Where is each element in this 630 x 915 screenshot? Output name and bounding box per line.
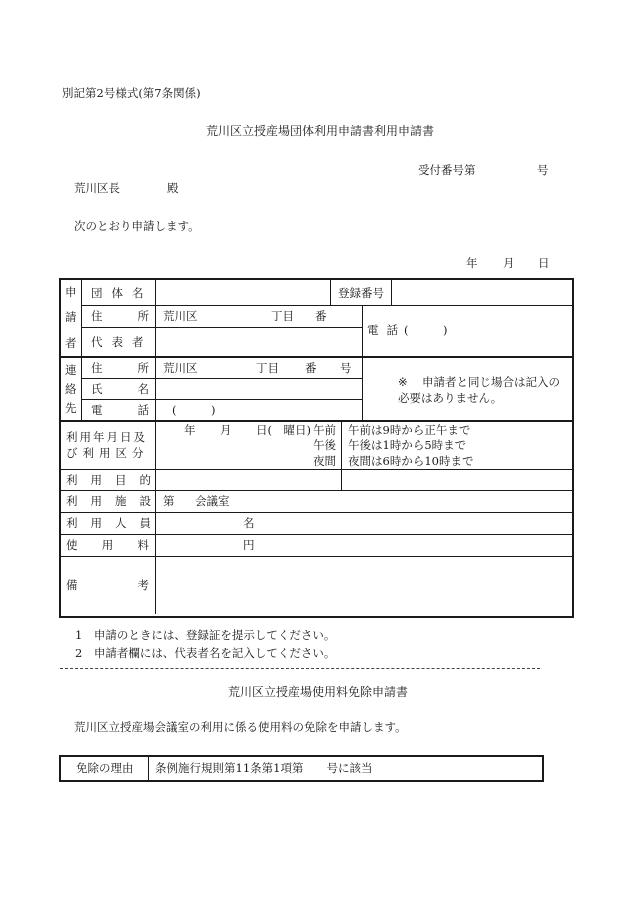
cut-line	[60, 668, 540, 669]
date-year: 年	[466, 256, 478, 270]
col-line	[81, 280, 82, 420]
time-night: 夜間は6時から10時まで	[348, 454, 474, 468]
contact-address-label	[91, 361, 149, 375]
exemption-reason-value: 条例施行規則第11条第1項第 号に該当	[155, 761, 373, 775]
fee-label	[66, 538, 149, 552]
row-line	[61, 534, 572, 535]
note-2: 2 申請者欄には、代表者名を記入してください。	[75, 646, 336, 660]
note-line-2: 必要はありません。	[398, 391, 503, 405]
contact-go: 号	[340, 361, 352, 375]
applicant-chome: 丁目	[271, 309, 294, 323]
people-label: 利用人員	[66, 516, 164, 530]
applicant-address-label	[91, 309, 149, 323]
usage-date-label-1: 利用年月日及	[66, 430, 147, 444]
row-line	[61, 469, 572, 470]
col-line	[155, 280, 156, 614]
people-unit: 名	[243, 516, 255, 530]
row-line	[61, 490, 572, 491]
contact-ward: 荒川区	[163, 361, 198, 375]
address-char-1: 住	[91, 309, 103, 323]
intro-text: 次のとおり申請します。	[74, 219, 200, 233]
form-number: 別記第2号様式(第7条関係)	[62, 86, 201, 100]
receipt-number-suffix: 号	[537, 163, 549, 177]
contact-phone-label	[91, 403, 149, 417]
registration-number-label: 登録番号	[338, 286, 384, 300]
contact-char-3: 先	[65, 401, 77, 415]
phone-char-1: 電	[91, 403, 103, 417]
exemption-title: 荒川区立授産場使用料免除申請書	[228, 685, 409, 699]
fee-char-3: 料	[137, 538, 149, 552]
facility-label: 利用施設	[66, 494, 164, 508]
row-line	[81, 399, 362, 400]
col-line	[330, 280, 331, 305]
period-night: 夜間	[313, 454, 336, 468]
note-line-1: 申請者と同じ場合は記入の	[422, 375, 560, 389]
col-line	[341, 420, 342, 490]
section-line	[61, 420, 572, 422]
period-am: 午前	[313, 423, 336, 437]
phone-label: 電話	[367, 323, 406, 337]
address-char-2: 所	[137, 309, 149, 323]
note-mark: ※	[398, 375, 408, 389]
period-pm: 午後	[313, 438, 336, 452]
row-line	[61, 556, 572, 557]
date-month: 月	[503, 256, 515, 270]
usage-year: 年	[184, 423, 196, 437]
address-char-2: 所	[137, 361, 149, 375]
time-pm: 午後は1時から5時まで	[348, 438, 467, 452]
applicant-ban: 番	[315, 309, 327, 323]
exemption-reason-label: 免除の理由	[76, 761, 134, 775]
col-line	[391, 280, 392, 305]
contact-chome: 丁目	[256, 361, 279, 375]
purpose-label: 利用目的	[66, 473, 164, 487]
col-line	[362, 356, 363, 420]
applicant-char-1: 申	[65, 285, 77, 299]
row-line	[81, 378, 362, 379]
address-char-1: 住	[91, 361, 103, 375]
contact-ban: 番	[305, 361, 317, 375]
row-line	[81, 327, 362, 328]
remarks-label	[66, 578, 149, 592]
remarks-char-2: 考	[137, 578, 149, 592]
name-char-1: 氏	[91, 382, 103, 396]
fee-unit: 円	[243, 538, 255, 552]
form-title: 荒川区立授産場団体利用申請書利用申請書	[206, 124, 435, 138]
date-day: 日	[538, 256, 550, 270]
exemption-statement: 荒川区立授産場会議室の利用に係る使用料の免除を申請します。	[74, 720, 407, 734]
remarks-char-1: 備	[66, 578, 78, 592]
group-name-label: 団体名	[91, 286, 153, 300]
phone-char-2: 話	[137, 403, 149, 417]
phone-paren: ( )	[404, 323, 448, 337]
row-line	[61, 512, 572, 513]
honorific: 殿	[167, 181, 179, 195]
contact-char-2: 絡	[65, 382, 77, 396]
usage-date-label-2: び利用区分	[66, 446, 149, 460]
time-am: 午前は9時から正午まで	[348, 423, 471, 437]
receipt-number-label: 受付番号第	[418, 163, 476, 177]
representative-label: 代表者	[91, 335, 153, 349]
facility-room: 会議室	[195, 494, 230, 508]
contact-char-1: 連	[65, 363, 77, 377]
note-1: 1 申請のときには、登録証を提示してください。	[75, 628, 336, 642]
facility-dai: 第	[163, 494, 175, 508]
name-char-2: 名	[137, 382, 149, 396]
section-line	[61, 356, 572, 358]
contact-phone-paren: ( )	[172, 403, 216, 417]
applicant-char-2: 請	[65, 310, 77, 324]
usage-month: 月	[220, 423, 232, 437]
col-line	[362, 305, 363, 356]
contact-name-label	[91, 382, 149, 396]
addressee: 荒川区長	[74, 181, 120, 195]
exemption-col-line	[148, 757, 149, 780]
applicant-ward: 荒川区	[163, 309, 198, 323]
usage-day-weekday: 日( 曜日)	[256, 423, 311, 437]
applicant-char-3: 者	[65, 336, 77, 350]
fee-char-2: 用	[101, 538, 114, 552]
fee-char-1: 使	[66, 538, 78, 552]
